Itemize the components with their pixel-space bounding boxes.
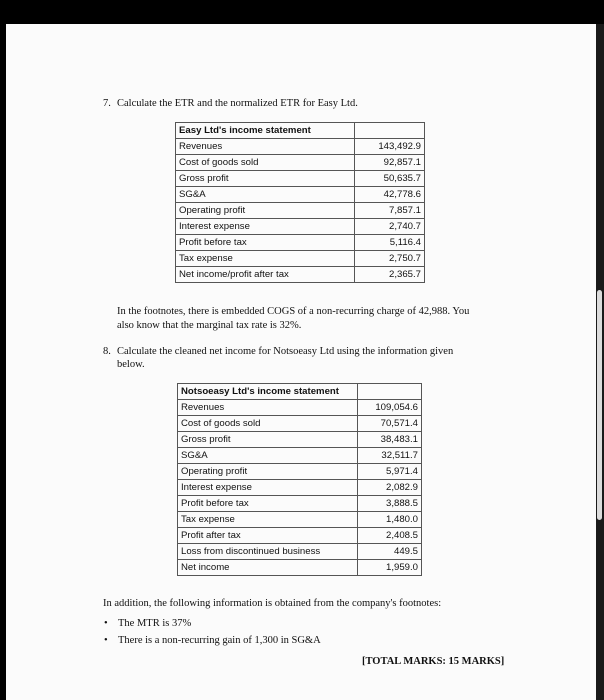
row-label: Cost of goods sold	[178, 416, 358, 432]
row-value: 32,511.7	[358, 448, 422, 464]
row-label: Operating profit	[178, 464, 358, 480]
bullet-icon: •	[104, 618, 108, 629]
table-title: Easy Ltd's income statement	[176, 123, 355, 139]
table-title: Notsoeasy Ltd's income statement	[178, 384, 358, 400]
table-row	[178, 464, 422, 480]
table-row	[178, 400, 422, 416]
table-row	[176, 267, 425, 283]
row-value: 2,750.7	[355, 251, 425, 267]
row-value: 3,888.5	[358, 496, 422, 512]
row-value: 2,365.7	[355, 267, 425, 283]
row-value: 50,635.7	[355, 171, 425, 187]
table-title-row	[176, 123, 425, 139]
table-row	[176, 171, 425, 187]
easy-income-statement-table	[175, 122, 425, 283]
row-value: 2,408.5	[358, 528, 422, 544]
row-label: Interest expense	[178, 480, 358, 496]
notsoeasy-income-statement-table	[177, 383, 422, 576]
row-value: 1,480.0	[358, 512, 422, 528]
question-8-text-line1: Calculate the cleaned net income for Notsoeasy Ltd using the information given	[117, 346, 454, 357]
question-7-number: 7.	[103, 98, 111, 109]
row-label: Interest expense	[176, 219, 355, 235]
table-row	[178, 544, 422, 560]
row-value: 1,959.0	[358, 560, 422, 576]
row-value: 7,857.1	[355, 203, 425, 219]
row-value: 5,116.4	[355, 235, 425, 251]
row-label: Gross profit	[178, 432, 358, 448]
row-label: Profit after tax	[178, 528, 358, 544]
row-value: 2,740.7	[355, 219, 425, 235]
q7-footnote-line2: also know that the marginal tax rate is 32%.	[117, 319, 302, 331]
row-value: 42,778.6	[355, 187, 425, 203]
row-label: Profit before tax	[178, 496, 358, 512]
question-8-text-line2: below.	[117, 359, 145, 370]
bullet-text: The MTR is 37%	[118, 618, 192, 629]
table-title-blank	[358, 384, 422, 400]
row-value: 5,971.4	[358, 464, 422, 480]
row-label: Revenues	[178, 400, 358, 416]
table-row	[176, 203, 425, 219]
row-label: Revenues	[176, 139, 355, 155]
table-row	[176, 139, 425, 155]
table-row	[176, 235, 425, 251]
row-value: 38,483.1	[358, 432, 422, 448]
table-row	[178, 448, 422, 464]
table-row	[176, 187, 425, 203]
bullet-icon: •	[104, 635, 108, 646]
top-black-bar	[0, 0, 604, 24]
table-row	[176, 251, 425, 267]
table-row	[176, 155, 425, 171]
row-label: Loss from discontinued business	[178, 544, 358, 560]
row-label: SG&A	[178, 448, 358, 464]
list-item	[104, 617, 544, 630]
row-label: Tax expense	[176, 251, 355, 267]
row-value: 2,082.9	[358, 480, 422, 496]
question-8	[103, 345, 453, 358]
table-title-blank	[355, 123, 425, 139]
table-row	[178, 560, 422, 576]
table-row	[178, 512, 422, 528]
row-value: 143,492.9	[355, 139, 425, 155]
row-label: Tax expense	[178, 512, 358, 528]
table-row	[178, 480, 422, 496]
q8-additional-info: In addition, the following information is obtained from the company's footnotes:	[103, 598, 442, 609]
row-value: 109,054.6	[358, 400, 422, 416]
table-row	[176, 219, 425, 235]
row-label: Cost of goods sold	[176, 155, 355, 171]
row-label: Gross profit	[176, 171, 355, 187]
row-value: 92,857.1	[355, 155, 425, 171]
row-value: 449.5	[358, 544, 422, 560]
row-label: Profit before tax	[176, 235, 355, 251]
row-label: SG&A	[176, 187, 355, 203]
total-marks: [TOTAL MARKS: 15 MARKS]	[362, 656, 505, 667]
row-label: Net income	[178, 560, 358, 576]
table-row	[178, 496, 422, 512]
question-8-number: 8.	[103, 346, 111, 357]
q7-footnote-line1: In the footnotes, there is embedded COGS of a non-recurring charge of 42,988. You	[117, 306, 470, 317]
table-row	[178, 528, 422, 544]
row-label: Net income/profit after tax	[176, 267, 355, 283]
table-row	[178, 432, 422, 448]
question-8-line2	[117, 358, 145, 371]
question-7	[103, 97, 358, 110]
row-value: 70,571.4	[358, 416, 422, 432]
q7-footnote	[117, 305, 469, 332]
q8-footnote-bullets	[104, 617, 544, 651]
list-item	[104, 634, 544, 647]
table-row	[178, 416, 422, 432]
row-label: Operating profit	[176, 203, 355, 219]
table-title-row	[178, 384, 422, 400]
scrollbar-thumb[interactable]	[597, 290, 602, 520]
question-7-text: Calculate the ETR and the normalized ETR for Easy Ltd.	[117, 98, 358, 109]
bullet-text: There is a non-recurring gain of 1,300 in SG&A	[118, 635, 321, 646]
